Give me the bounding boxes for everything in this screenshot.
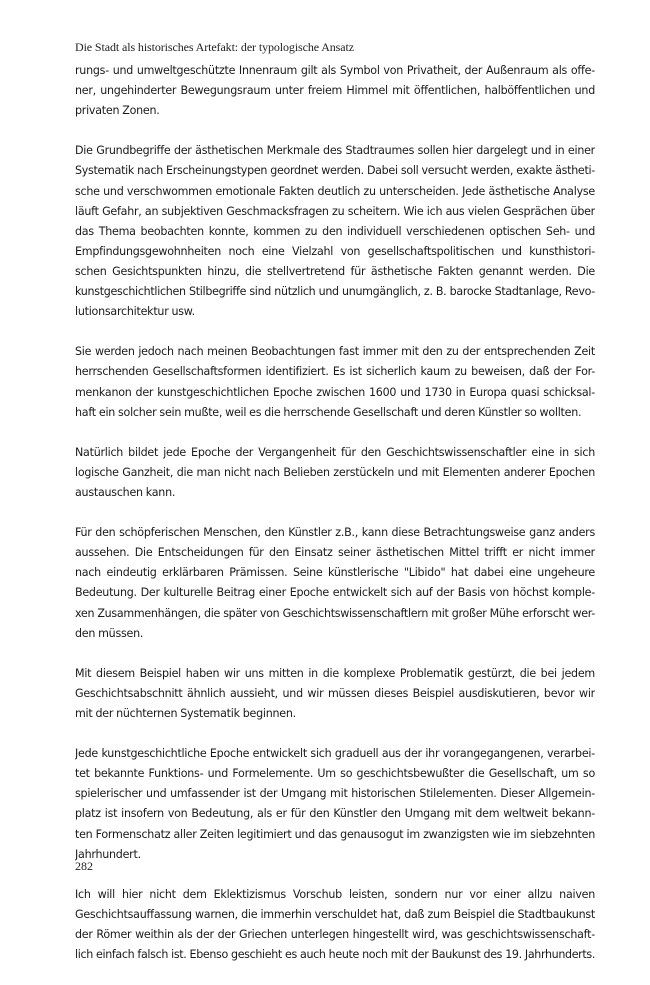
text-line: Jede kunstgeschichtliche Epoche entwickelt sich graduell aus der ihr vorangegangenen, verarbei- [75, 747, 595, 761]
text-line: rungs- und umweltgeschützte Innenraum gilt als Symbol von Privatheit, der Außenraum als offe- [75, 64, 595, 77]
paragraph-4 [75, 443, 595, 503]
text-line: läuft Gefahr, an subjektiven Geschmacksfragen zu scheitern. Wie ich aus vielen Gesprächen über [75, 204, 595, 218]
running-head: Die Stadt als historisches Artefakt: der typologische Ansatz [75, 40, 354, 54]
text-line: Bedeutung. Der kulturelle Beitrag einer Epoche entwickelt sich auf der Basis von höchst komple- [75, 586, 595, 600]
text-line: sche und verschwommen emotionale Fakten deutlich zu unterscheiden. Jede ästhetische Analyse [75, 184, 595, 198]
text-line: Geschichtsauffassung warnen, die immerhin verschuldet hat, daß zum Beispiel die Stadtbaukunst [75, 907, 595, 921]
paragraph-5 [75, 523, 595, 644]
text-line: Ich will hier nicht dem Eklektizismus Vorschub leisten, sondern nur vor einer allzu naiven [75, 887, 595, 901]
text-line: haft ein solcher sein mußte, weil es die herrschende Gesellschaft und deren Künstler so wollten. [75, 405, 582, 419]
text-line: kunstgeschichtlichen Stilbegriffe sind nützlich und unumgänglich, z. B. barocke Stadtanlage, Revo- [75, 285, 595, 299]
paragraph-6 [75, 664, 595, 724]
text-line: nach eindeutig erklärbaren Prämissen. Seine künstlerische "Libido" hat dabei eine ungeheure [75, 566, 595, 580]
paragraph-3 [75, 342, 595, 422]
text-line: xen Zusammenhängen, die später von Geschichtswissenschaftlern mit großer Mühe erforscht wer- [75, 606, 595, 620]
text-line: ten Formenschatz aller Zeiten legitimiert und das genausogut im zwanzigsten wie im siebzehnten [75, 827, 595, 841]
text-line: privaten Zonen. [75, 104, 160, 118]
text-line: Für den schöpferischen Menschen, den Künstler z.B., kann diese Betrachtungsweise ganz anders [75, 526, 595, 540]
text-line: Jahrhundert. [75, 847, 141, 861]
text-line: aussehen. Die Entscheidungen für den Einsatz seiner ästhetischen Mittel trifft er nicht immer [75, 546, 595, 560]
text-line: platz ist insofern von Bedeutung, als er für den Künstler den Umgang mit dem weltweit bekann- [75, 807, 595, 821]
text-line: den müssen. [75, 626, 144, 640]
body-text [75, 61, 595, 985]
text-line: schen Gesichtspunkten hinzu, die stellvertretend für ästhetische Fakten genannt werden. Die [75, 264, 595, 278]
page-number: 282 [75, 859, 93, 873]
text-line: Die Grundbegriffe der ästhetischen Merkmale des Stadtraumes sollen hier dargelegt und in einer [75, 144, 595, 158]
text-line: spielerischer und umfassender ist der Umgang mit historischen Stilelementen. Dieser Allgemein- [75, 787, 595, 801]
text-line: Natürlich bildet jede Epoche der Vergangenheit für den Geschichtswissenschaftler eine in sich [75, 445, 595, 459]
text-line: Empfindungsgewohnheiten noch eine Vielzahl von gesellschaftspolitischen und kunsthistori- [75, 244, 595, 258]
text-line: Mit diesem Beispiel haben wir uns mitten in die komplexe Problematik gestürzt, die bei jedem [75, 666, 595, 680]
paragraph-2 [75, 141, 595, 322]
text-line: tet bekannte Funktions- und Formelemente. Um so geschichtsbewußter die Gesellschaft, um so [75, 767, 595, 781]
text-line: der Römer weithin als der der Griechen unterlegen hingestellt wird, was geschichtswissenschaft- [75, 928, 595, 942]
text-line: Systematik nach Erscheinungstypen geordnet werden. Dabei soll versucht werden, exakte ästheti- [75, 164, 595, 178]
paragraph-8 [75, 885, 595, 965]
text-line: logische Ganzheit, die man nicht nach Belieben zerstückeln und mit Elementen anderer Epochen [75, 465, 595, 479]
text-line: lich einfach falsch ist. Ebenso geschieht es auch heute noch mit der Baukunst des 19. Jahrhunderts. [75, 948, 595, 962]
text-line: lutionsarchitektur usw. [75, 305, 195, 319]
paragraph-7 [75, 744, 595, 865]
text-line: das Thema beobachten konnte, kommen zu den individuell verschiedenen optischen Seh- und [75, 224, 595, 238]
text-line: austauschen kann. [75, 485, 176, 499]
text-line: Geschichtsabschnitt ähnlich aussieht, und wir müssen dieses Beispiel ausdiskutieren, bevor wir [75, 686, 595, 700]
text-line: menkanon der kunstgeschichtlichen Epoche zwischen 1600 und 1730 in Europa quasi schicksal- [75, 385, 595, 399]
paragraph-1 [75, 61, 595, 121]
text-line: mit der nüchternen Systematik beginnen. [75, 707, 296, 720]
text-line: herrschenden Gesellschaftsformen identifiziert. Es ist sicherlich kaum zu beweisen, daß der For- [75, 365, 595, 379]
text-line: ner, ungehinderter Bewegungsraum unter freiem Himmel mit öffentlichen, halböffentlichen und [75, 84, 595, 98]
text-line: Sie werden jedoch nach meinen Beobachtungen fast immer mit den zu der entsprechenden Zeit [75, 345, 595, 359]
